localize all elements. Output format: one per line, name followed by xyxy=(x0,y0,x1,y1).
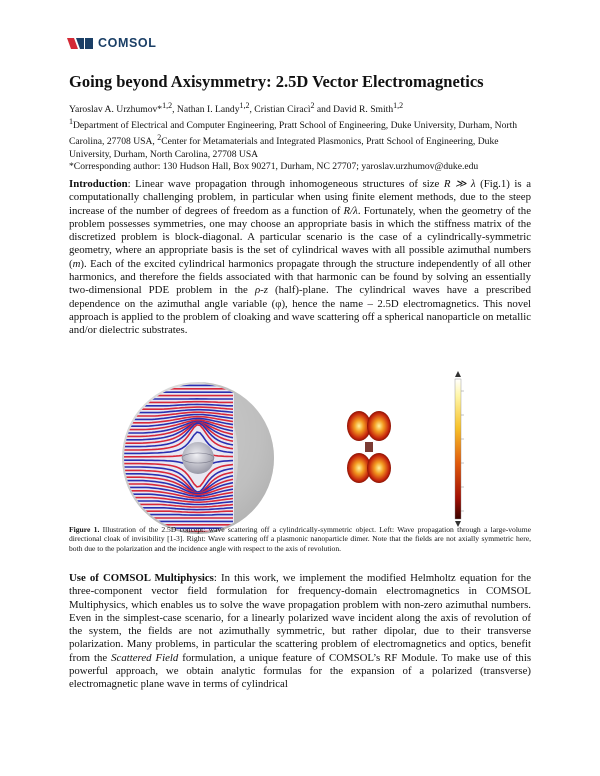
field-lobe xyxy=(367,411,391,441)
logo-text: COMSOL xyxy=(98,36,157,50)
math-inline: ρ-z xyxy=(254,284,268,297)
field-stripe xyxy=(122,515,233,516)
colorbar xyxy=(448,371,478,527)
author-name: , Cristian Ciracì xyxy=(249,104,311,116)
dimer-scattering-figure xyxy=(345,404,393,494)
field-stripes xyxy=(122,380,234,536)
field-stripe xyxy=(122,402,233,403)
text-run: ). Each of the excited cylindrical harmonics propagate through the structure independently of all other harmonics, and therefore the fields associated with that harmonic can be found by solving an essentially two-dimensional PDE problem in the xyxy=(69,257,531,297)
affiliations xyxy=(69,116,537,160)
section-heading: Use of COMSOL Multiphysics xyxy=(69,572,214,584)
introduction-paragraph xyxy=(69,178,531,338)
author-name: and David R. Smith xyxy=(314,104,394,116)
affiliation-mark: 1 xyxy=(69,117,73,127)
colorbar-gradient xyxy=(455,379,461,519)
text-run: : Linear wave propagation through inhomogeneous structures of size xyxy=(127,178,444,190)
cloaked-object xyxy=(182,442,214,474)
caption-text: Illustration of the 2.5D concept: wave scattering off a cylindrically-symmetric object. Left: Wave propagation through a large-volume directional cloak of invisibility [1-3]. Right: Wave scattering off a plasmonic nanoparticle dimer. Note that the fields are not axially symmetric here, both due to the polarization and the incidence angle with respect to the axis of revolution. xyxy=(69,525,531,553)
comsol-logo-icon xyxy=(67,38,95,49)
math-inline: R/λ xyxy=(343,204,358,217)
math-inline: m xyxy=(72,257,81,270)
comsol-paragraph xyxy=(69,572,531,692)
text-run: (Fig.1) is a computationally challenging problem, in particular when using finite element methods, due to the steep increase of the number of degrees of freedom as a function of xyxy=(69,178,531,217)
figure-caption xyxy=(69,525,531,553)
figure-label: Figure 1. xyxy=(69,525,100,534)
author-name: Yaroslav A. Urzhumov* xyxy=(69,104,163,116)
colorbar-max-marker xyxy=(455,371,461,377)
paper-title: Going beyond Axisymmetry: 2.5D Vector Electromagnetics xyxy=(69,72,484,91)
dimer-gap xyxy=(365,442,373,452)
colorbar-ticks xyxy=(461,391,464,511)
corresponding-author: *Corresponding author: 130 Hudson Hall, Box 90271, Durham, NC 27707; yaroslav.urzhumov@duke.edu xyxy=(69,160,479,172)
emphasis: Scattered Field xyxy=(111,651,179,664)
field-stripe xyxy=(122,404,233,405)
text-run: (half)-plane. The cylindrical waves have a prescribed dependence on the azimuthal angle variable (φ), hence the name – 2.5D electromagnetics. This novel approach is applied to the problem of cloaking and wave scattering off a spherical nanoparticle on metallic and/or dielectric substrates. xyxy=(69,284,531,337)
author-name: , Nathan I. Landy xyxy=(172,104,240,116)
author-list xyxy=(69,100,537,116)
field-lobe xyxy=(367,453,391,483)
affiliation-mark: 2 xyxy=(157,133,162,143)
cloak-field-figure xyxy=(122,380,294,536)
text-run: . Fortunately, when the geometry of the problem possesses symmetries, one may choose an appropriate basis in which the stiffness matrix of the discretized problem is block-diagonal. A particular scenario is the case of a cylindrically-symmetric geometry, where an appropriate basis is the set of cylindrical waves with all possible azimuthal numbers ( xyxy=(69,204,531,270)
math-inline: R ≫ λ xyxy=(443,178,476,190)
affiliation-2: Center for Metamaterials and Integrated Plasmonics, Pratt School of Engineering, Duke University, Durham, North Carolina, 27708 USA xyxy=(69,136,499,160)
text-run: formulation, a unique feature of COMSOL’s RF Module. To make use of this powerful approach, we obtain analytic formulas for the expansion of a polarized (transverse) electromagnetic plane wave in terms of cylindrical xyxy=(69,651,532,691)
author-affiliation-mark: 1,2 xyxy=(393,101,404,110)
field-stripe xyxy=(122,511,233,512)
author-block xyxy=(69,100,537,173)
section-heading: Introduction xyxy=(69,178,128,190)
author-affiliation-mark: 1,2 xyxy=(239,101,250,110)
text-run: : In this work, we implement the modified Helmholtz equation for the three-component vector field formulation for frequency-domain electromagnetics in COMSOL Multiphysics, which enables us to solve the wave propagation problem with non-zero azimuthal numbers. Even in the simplest-case scenario, for a linearly polarized wave incident along the axis of revolution of the system, the fields are not azimuthally symmetric, but rather dipolar, due to their transverse polarization. Many problems, in particular the scattering problem of electromagnetics and optics, benefit from the xyxy=(69,572,531,664)
author-affiliation-mark: 1,2 xyxy=(162,101,173,110)
author-affiliation-mark: 2 xyxy=(310,101,315,110)
comsol-logo xyxy=(67,36,156,50)
affiliation-1: Department of Electrical and Computer Engineering, Pratt School of Engineering, Duke University, Durham, North Carolina, 27708 USA, xyxy=(69,120,518,148)
